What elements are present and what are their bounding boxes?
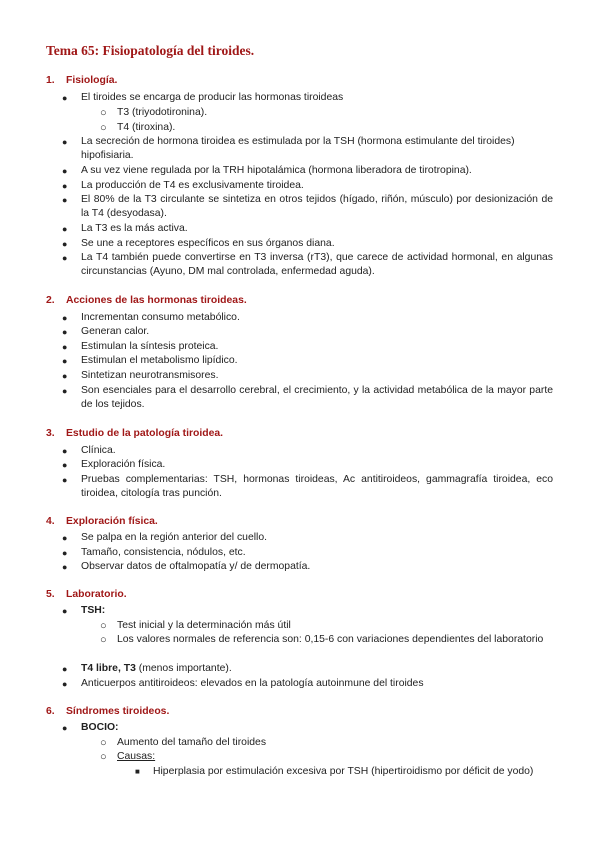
- list-item: Tamaño, consistencia, nódulos, etc.: [81, 547, 246, 558]
- bullet-icon: ●: [62, 327, 68, 337]
- section-4-heading: [46, 516, 158, 527]
- bullet-icon: ●: [62, 253, 68, 263]
- bullet-icon: ●: [62, 664, 68, 674]
- list-item: La producción de T4 es exclusivamente tiroidea.: [81, 180, 304, 191]
- section-title: Fisiología.: [66, 75, 118, 86]
- list-item: La T4 también puede convertirse en T3 inversa (rT3), que carece de actividad hormonal, en algunas circunstancias (Ayuno, DM mal controlada, enfermedad aguda).: [81, 252, 553, 277]
- bullet-icon: ●: [62, 195, 68, 205]
- section-6-heading: [46, 706, 169, 717]
- list-item: El tiroides se encarga de producir las hormonas tiroideas: [81, 92, 344, 103]
- circle-bullet-icon: ○: [100, 620, 107, 632]
- list-item: [81, 662, 553, 676]
- section-number: 2.: [46, 295, 55, 306]
- list-item: Son esenciales para el desarrollo cerebral, el crecimiento, y la actividad metabólica de la mayor parte de los tejidos.: [81, 385, 553, 410]
- section-number: 3.: [46, 428, 55, 439]
- section-5-heading: [46, 589, 127, 600]
- bullet-icon: ●: [62, 181, 68, 191]
- bullet-icon: ●: [62, 239, 68, 249]
- section-number: 5.: [46, 589, 55, 600]
- circle-bullet-icon: ○: [100, 107, 107, 119]
- list-item: Se une a receptores específicos en sus órganos diana.: [81, 238, 335, 249]
- section-number: 1.: [46, 75, 55, 86]
- list-item: T4 (tiroxina).: [117, 122, 176, 133]
- bullet-icon: ●: [62, 137, 68, 147]
- bullet-icon: ●: [62, 386, 68, 396]
- list-item: Exploración física.: [81, 459, 166, 470]
- list-item: TSH:: [81, 605, 106, 616]
- bullet-icon: ●: [62, 446, 68, 456]
- bullet-icon: ●: [62, 533, 68, 543]
- section-title: Síndromes tiroideos.: [66, 706, 170, 717]
- bullet-icon: ●: [62, 342, 68, 352]
- bullet-icon: ●: [62, 723, 68, 733]
- section-2-heading: [46, 295, 247, 306]
- section-3-heading: [46, 428, 223, 439]
- section-title: Exploración física.: [66, 516, 158, 527]
- section-title: Laboratorio.: [66, 589, 127, 600]
- list-item: Aumento del tamaño del tiroides: [117, 737, 267, 748]
- list-item: Incrementan consumo metabólico.: [81, 312, 240, 323]
- bullet-icon: ●: [62, 166, 68, 176]
- section-number: 6.: [46, 706, 55, 717]
- bullet-icon: ●: [62, 679, 68, 689]
- list-item: Anticuerpos antitiroideos: elevados en la patología autoinmune del tiroides: [81, 678, 424, 689]
- list-item: Hiperplasia por estimulación excesiva por TSH (hipertiroidismo por déficit de yodo): [153, 766, 534, 777]
- circle-bullet-icon: ○: [100, 737, 107, 749]
- section-1-heading: [46, 75, 117, 86]
- bullet-icon: ●: [62, 371, 68, 381]
- circle-bullet-icon: ○: [100, 122, 107, 134]
- bullet-icon: ●: [62, 93, 68, 103]
- bullet-icon: ●: [62, 356, 68, 366]
- list-item: Observar datos de oftalmopatía y/ de dermopatía.: [81, 561, 311, 572]
- list-item: Los valores normales de referencia son: 0,15-6 con variaciones dependientes del laboratorio: [117, 634, 544, 645]
- list-item: La secreción de hormona tiroidea es estimulada por la TSH (hormona estimulante del tiroides) hipofisiaria.: [81, 136, 515, 161]
- list-item: Se palpa en la región anterior del cuello.: [81, 532, 268, 543]
- circle-bullet-icon: ○: [100, 634, 107, 646]
- list-item: Estimulan la síntesis proteica.: [81, 341, 219, 352]
- list-item: Clínica.: [81, 445, 116, 456]
- circle-bullet-icon: ○: [100, 751, 107, 763]
- bullet-icon: ●: [62, 548, 68, 558]
- bullet-icon: ●: [62, 562, 68, 572]
- square-bullet-icon: ■: [135, 767, 140, 776]
- bullet-icon: ●: [62, 224, 68, 234]
- section-title: Estudio de la patología tiroidea.: [66, 428, 224, 439]
- bullet-icon: ●: [62, 313, 68, 323]
- document-title: Tema 65: Fisiopatología del tiroides.: [46, 43, 255, 58]
- list-item: La T3 es la más activa.: [81, 223, 188, 234]
- bullet-icon: ●: [62, 606, 68, 616]
- bold-text: T4 libre, T3: [81, 663, 136, 674]
- list-item: Causas:: [117, 751, 156, 762]
- list-item: A su vez viene regulada por la TRH hipotalámica (hormona liberadora de tirotropina).: [81, 165, 472, 176]
- bullet-icon: ●: [62, 475, 68, 485]
- list-item: Generan calor.: [81, 326, 150, 337]
- list-item: T3 (triyodotironina).: [117, 107, 208, 118]
- section-number: 4.: [46, 516, 55, 527]
- list-item: Sintetizan neurotransmisores.: [81, 370, 219, 381]
- section-title: Acciones de las hormonas tiroideas.: [66, 295, 247, 306]
- list-item: Test inicial y la determinación más útil: [117, 620, 291, 631]
- item-text: (menos importante).: [135, 663, 232, 674]
- list-item: El 80% de la T3 circulante se sintetiza en otros tejidos (hígado, riñón, músculo) por desionización de la T4 (desyodasa).: [81, 194, 553, 219]
- bullet-icon: ●: [62, 460, 68, 470]
- list-item: Pruebas complementarias: TSH, hormonas tiroideas, Ac antitiroideos, gammagrafía tiroidea, eco tiroidea, citología tras punción.: [81, 474, 553, 499]
- list-item: Estimulan el metabolismo lipídico.: [81, 355, 238, 366]
- list-item: BOCIO:: [81, 722, 119, 733]
